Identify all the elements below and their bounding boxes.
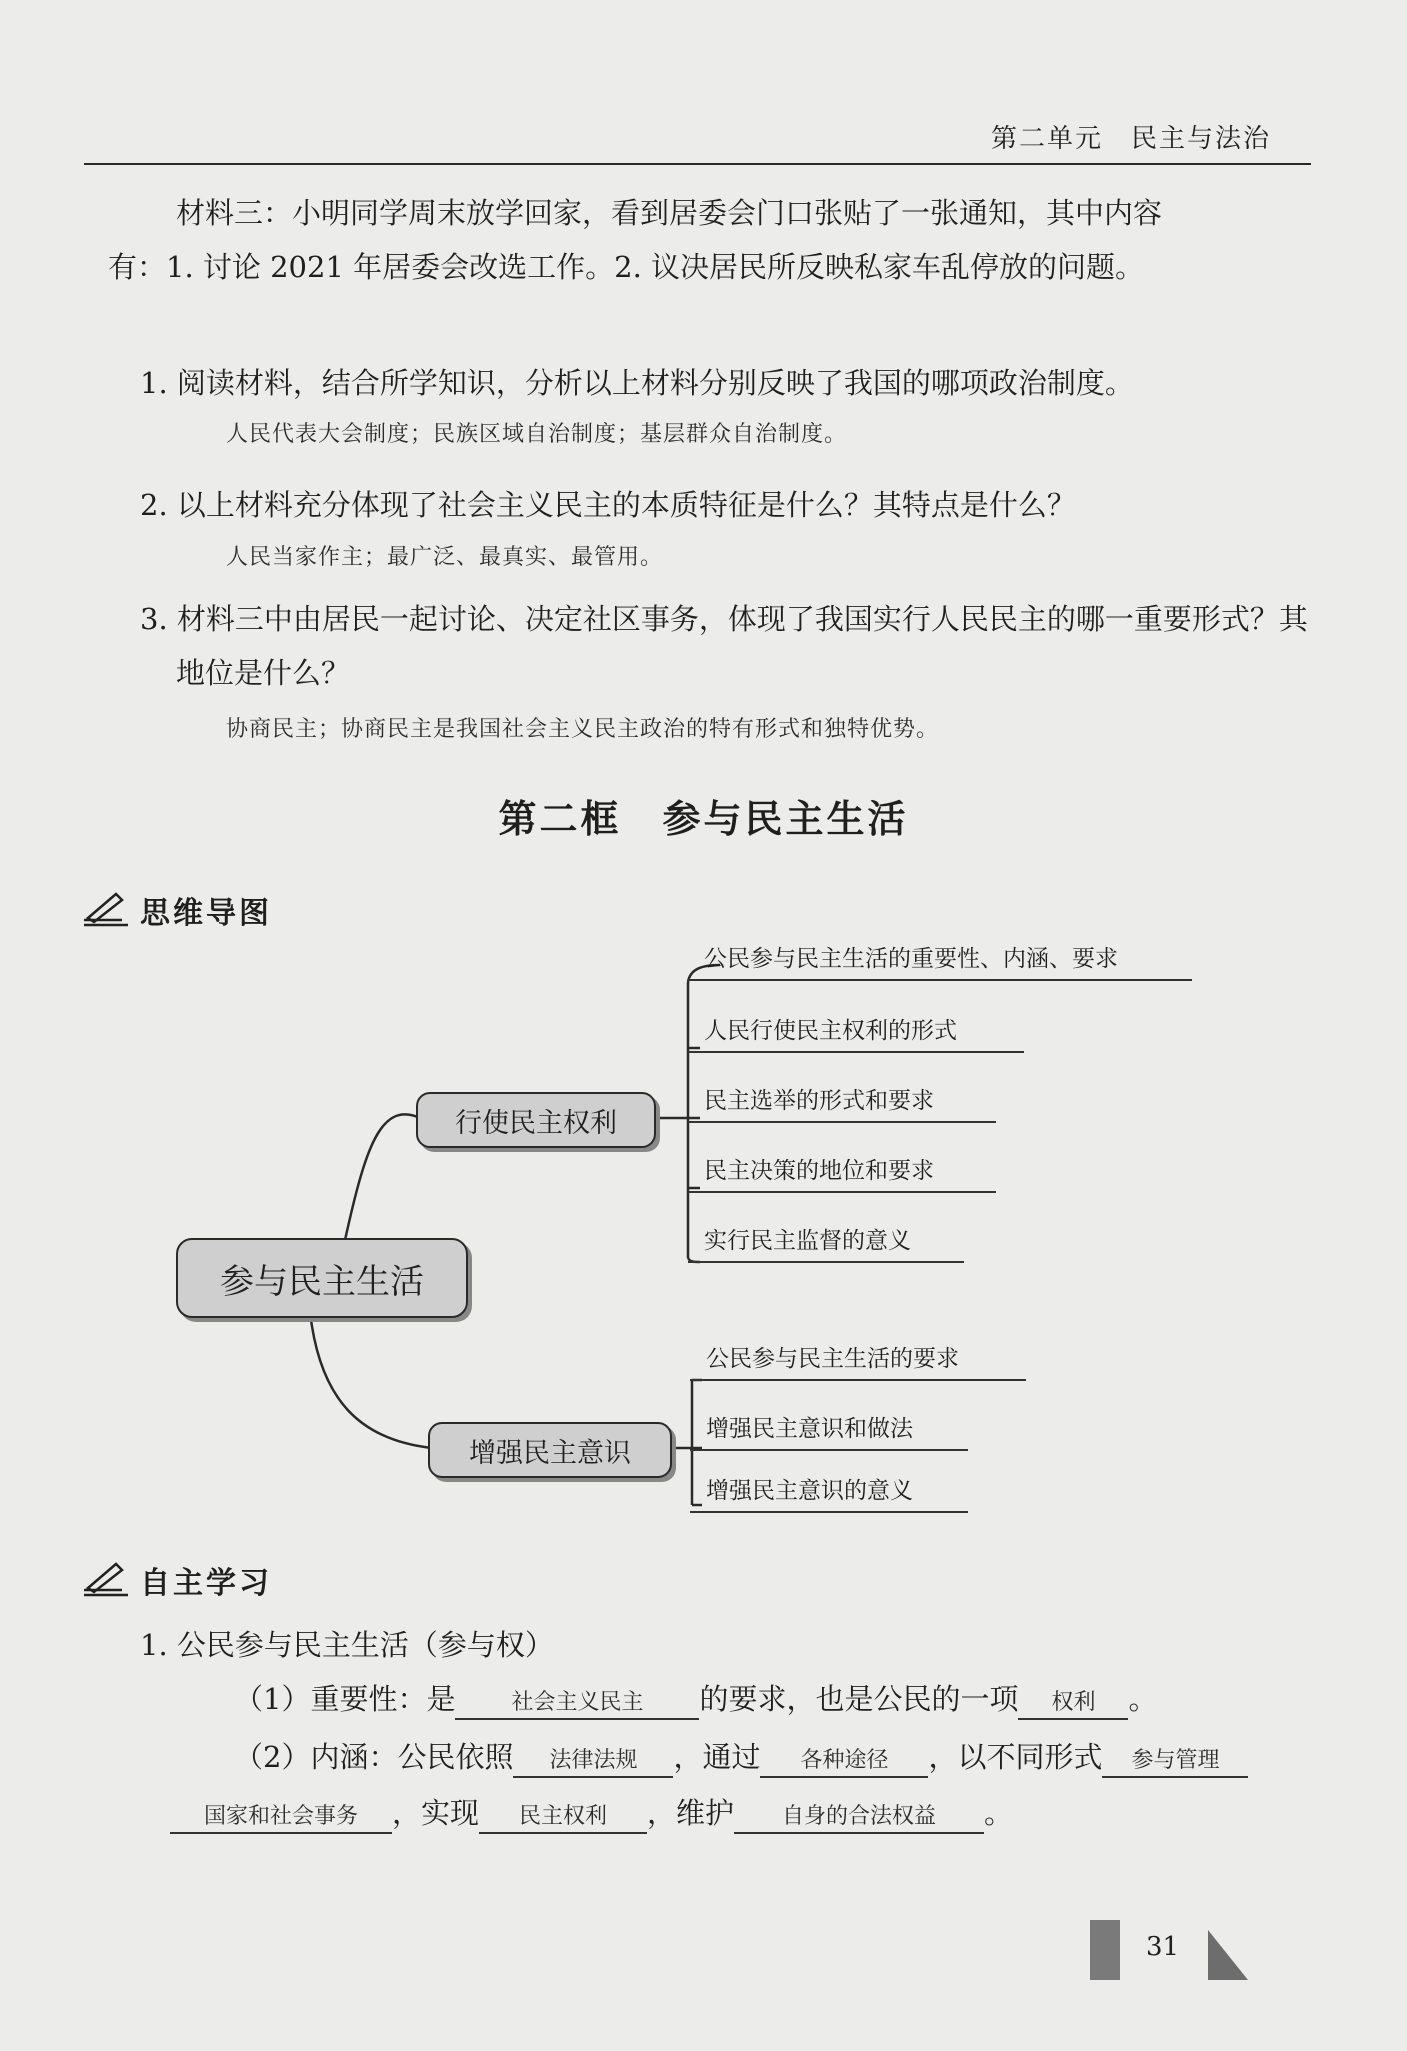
leaf-awareness-significance: 增强民主意识的意义 <box>690 1472 968 1513</box>
leaf-supervision: 实行民主监督的意义 <box>688 1222 964 1263</box>
section-title: 第二框 参与民主生活 <box>498 796 909 841</box>
blank-right: 权利 <box>1018 1688 1128 1720</box>
material-three-text: 材料三：小明同学周末放学回家，看到居委会门口张贴了一张通知，其中内容有：1. 讨论 2021 年居委会改选工作。2. 议决居民所反映私家车乱停放的问题。 <box>108 196 1163 284</box>
self-study-line-2: （2）内涵：公民依照 法律法规 ，通过 各种途径 ，以不同形式 参与管理 <box>234 1730 1248 1784</box>
blank-laws: 法律法规 <box>513 1746 673 1778</box>
blank-channels: 各种途径 <box>760 1746 928 1778</box>
page-number: 31 <box>1146 1932 1180 1962</box>
unit-header: 第二单元 民主与法治 <box>990 124 1271 154</box>
mindmap-root: 参与民主生活 <box>176 1238 468 1318</box>
blank-participate-manage: 参与管理 <box>1102 1746 1248 1778</box>
blank-democratic-rights: 民主权利 <box>479 1802 647 1834</box>
self-study-item-1: 1. 公民参与民主生活（参与权） <box>140 1628 554 1662</box>
leaf-awareness-methods: 增强民主意识和做法 <box>690 1410 968 1451</box>
question-2: 2. 以上材料充分体现了社会主义民主的本质特征是什么？其特点是什么？ <box>140 488 1076 522</box>
pencil-icon <box>82 1562 130 1598</box>
branch-exercise-rights: 行使民主权利 <box>416 1092 656 1148</box>
self-study-label: 自主学习 <box>140 1566 272 1601</box>
leaf-exercise-forms: 人民行使民主权利的形式 <box>688 1012 1024 1053</box>
leaf-decision: 民主决策的地位和要求 <box>688 1152 996 1193</box>
leaf-importance: 公民参与民主生活的重要性、内涵、要求 <box>688 940 1192 981</box>
branch-democratic-awareness: 增强民主意识 <box>428 1422 672 1478</box>
blank-socialist-democracy: 社会主义民主 <box>455 1688 699 1720</box>
question-3: 3. 材料三中由居民一起讨论、决定社区事务，体现了我国实行人民民主的哪一重要形式？其地位是什么？ <box>140 602 1308 690</box>
answer-2: 人民当家作主；最广泛、最真实、最管用。 <box>226 545 664 570</box>
blank-state-affairs: 国家和社会事务 <box>170 1802 392 1834</box>
mindmap-label: 思维导图 <box>140 896 272 931</box>
answer-1: 人民代表大会制度；民族区域自治制度；基层群众自治制度。 <box>226 422 848 447</box>
leaf-election: 民主选举的形式和要求 <box>688 1082 996 1123</box>
page-number-bar <box>1090 1920 1120 1980</box>
self-study-line-3: 国家和社会事务 ，实现 民主权利 ，维护 自身的合法权益 。 <box>170 1786 1013 1840</box>
self-study-heading <box>82 1558 272 1602</box>
page-corner-triangle <box>1208 1930 1248 1980</box>
question-1: 1. 阅读材料，结合所学知识，分析以上材料分别反映了我国的哪项政治制度。 <box>140 366 1134 400</box>
leaf-participation-requirements: 公民参与民主生活的要求 <box>690 1340 1026 1381</box>
answer-3: 协商民主；协商民主是我国社会主义民主政治的特有形式和独特优势。 <box>226 717 940 742</box>
self-study-line-1: （1）重要性：是 社会主义民主 的要求，也是公民的一项 权利 。 <box>234 1672 1157 1726</box>
blank-legal-rights: 自身的合法权益 <box>734 1802 984 1834</box>
